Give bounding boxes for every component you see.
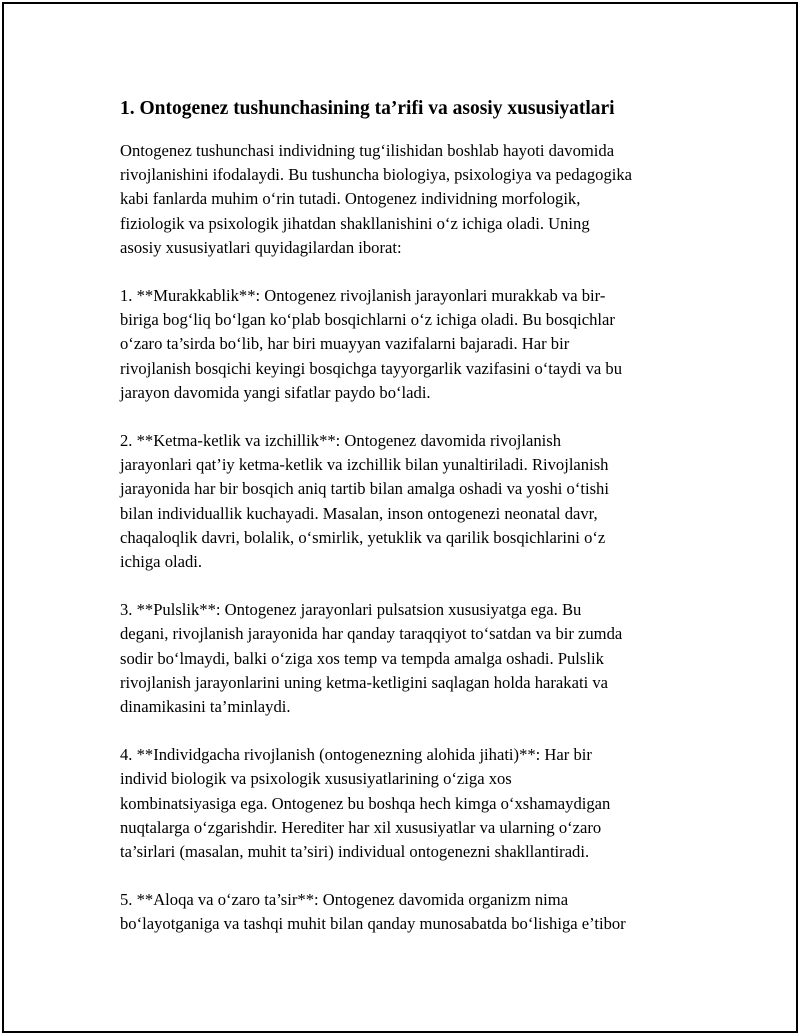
text-line: ichiga oladi.: [120, 552, 203, 572]
text-line: chaqaloqlik davri, bolalik, o‘smirlik, yetuklik va qarilik bosqichlarini o‘z: [120, 527, 606, 547]
text-line: kombinatsiyasiga ega. Ontogenez bu boshqa hech kimga o‘xshamaydigan: [120, 793, 611, 813]
text-line: fiziologik va psixologik jihatdan shakllanishini o‘z ichiga oladi. Uning: [120, 213, 590, 233]
text-line: bilan individuallik kuchayadi. Masalan, inson ontogenezi neonatal davr,: [120, 503, 598, 523]
text-line: rivojlanish bosqichi keyingi bosqichga tayyorgarlik vazifasini o‘taydi va bu: [120, 358, 623, 378]
paragraph: [120, 284, 700, 405]
text-line: sodir bo‘lmaydi, balki o‘ziga xos temp va tempda amalga oshadi. Pulslik: [120, 648, 604, 668]
text-line: o‘zaro ta’sirda bo‘lib, har biri muayyan vazifalarni bajaradi. Har bir: [120, 334, 570, 354]
paragraph-list: [120, 139, 700, 937]
paragraph: [120, 888, 700, 936]
text-line: individ biologik va psixologik xususiyatlarining o‘ziga xos: [120, 769, 512, 789]
paragraph: [120, 139, 700, 260]
paragraph: [120, 429, 700, 574]
text-line: ta’sirlari (masalan, muhit ta’siri) individual ontogenezni shakllantiradi.: [120, 842, 590, 862]
paragraph: [120, 598, 700, 719]
text-line: biriga bog‘liq bo‘lgan ko‘plab bosqichlarni o‘z ichiga oladi. Bu bosqichlar: [120, 310, 615, 330]
text-line: jarayonida har bir bosqich aniq tartib bilan amalga oshadi va yoshi o‘tishi: [120, 479, 609, 499]
text-line: rivojlanish jarayonlarini uning ketma-ketligini saqlagan holda harakati va: [120, 672, 608, 692]
text-line: 2. **Ketma-ketlik va izchillik**: Ontogenez davomida rivojlanish: [120, 431, 562, 451]
page-frame: [2, 2, 798, 1033]
text-line: Ontogenez tushunchasi individning tug‘ilishidan boshlab hayoti davomida: [120, 141, 615, 160]
text-line: bo‘layotganiga va tashqi muhit bilan qanday munosabatda bo‘lishiga e’tibor: [120, 914, 626, 934]
text-line: asosiy xususiyatlari quyidagilardan iborat:: [120, 237, 402, 257]
text-line: jarayonlari qat’iy ketma-ketlik va izchillik bilan yunaltiriladi. Rivojlanish: [120, 455, 609, 475]
text-line: 3. **Pulslik**: Ontogenez jarayonlari pulsatsion xususiyatga ega. Bu: [120, 600, 582, 620]
text-line: rivojlanishini ifodalaydi. Bu tushuncha biologiya, psixologiya va pedagogika: [120, 165, 633, 185]
text-line: 4. **Individgacha rivojlanish (ontogenezning alohida jihati)**: Har bir: [120, 745, 592, 765]
text-line: 1. **Murakkablik**: Ontogenez rivojlanish jarayonlari murakkab va bir-: [120, 286, 606, 306]
text-line: dinamikasini ta’minlaydi.: [120, 697, 291, 717]
text-line: kabi fanlarda muhim o‘rin tutadi. Ontogenez individning morfologik,: [120, 189, 581, 209]
text-line: 5. **Aloqa va o‘zaro ta’sir**: Ontogenez davomida organizm nima: [120, 890, 569, 910]
text-line: jarayon davomida yangi sifatlar paydo bo‘ladi.: [120, 382, 431, 402]
text-line: nuqtalarga o‘zgarishdir. Herediter har xil xususiyatlar va ularning o‘zaro: [120, 817, 602, 837]
text-line: degani, rivojlanish jarayonida har qanday taraqqiyot to‘satdan va bir zumda: [120, 624, 623, 644]
paragraph: [120, 743, 700, 864]
document-title: 1. Ontogenez tushunchasining ta’rifi va asosiy xususiyatlari: [120, 98, 615, 119]
document-body: [120, 96, 700, 961]
